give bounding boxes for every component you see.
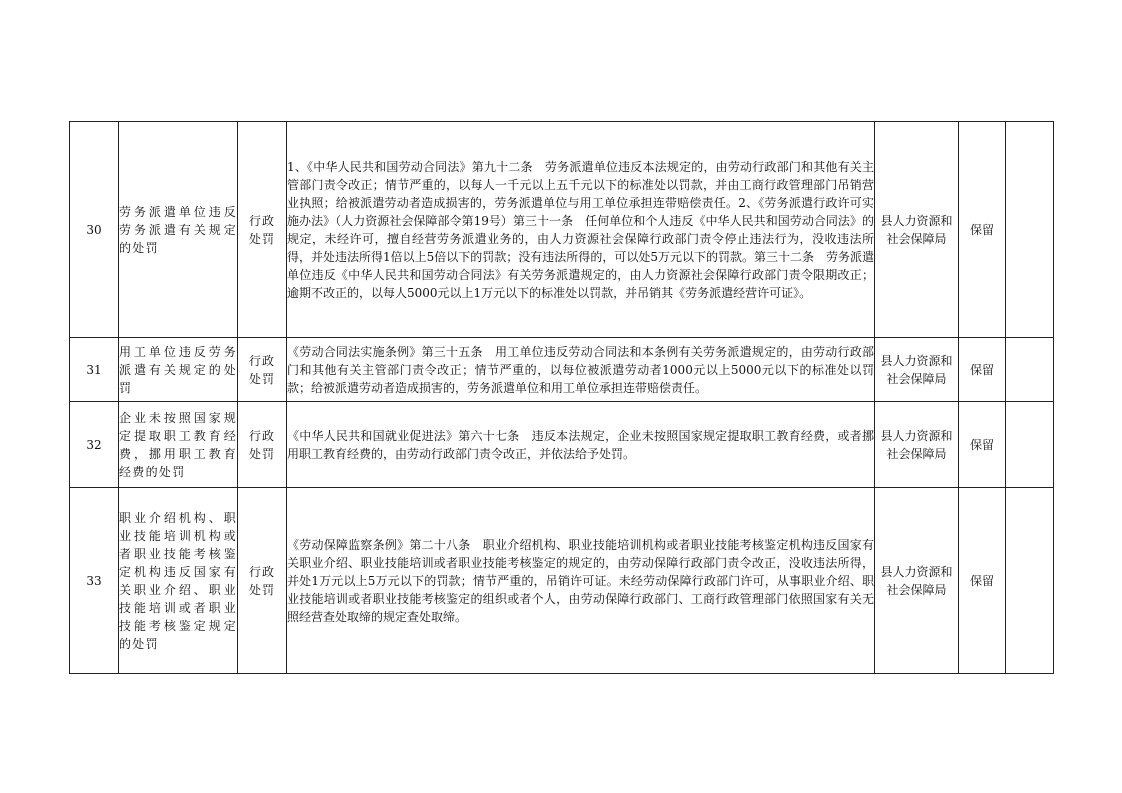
responsible-department: 县人力资源和社会保障局 xyxy=(875,402,959,488)
item-status: 保留 xyxy=(959,488,1006,674)
remarks-cell xyxy=(1006,122,1054,338)
item-type xyxy=(238,488,287,674)
remarks-cell xyxy=(1006,338,1054,402)
item-number: 33 xyxy=(70,488,119,674)
item-status: 保留 xyxy=(959,122,1006,338)
item-type-line: 处罚 xyxy=(248,231,275,246)
item-number: 32 xyxy=(70,402,119,488)
item-type-line: 行政 xyxy=(248,564,275,579)
table-row xyxy=(70,338,1054,402)
legal-basis: 《中华人民共和国就业促进法》第六十七条 违反本法规定，企业未按照国家规定提取职工教育经费，或者挪用职工教育经费的，由劳动行政部门责令改正，并依法给予处罚。 xyxy=(287,402,875,488)
table-row xyxy=(70,488,1054,674)
item-type-line: 处罚 xyxy=(248,371,275,386)
item-name: 劳务派遣单位违反劳务派遣有关规定的处罚 xyxy=(119,122,238,338)
table-row xyxy=(70,402,1054,488)
item-name: 职业介绍机构、职业技能培训机构或者职业技能考核鉴定机构违反国家有关职业介绍、职业技能培训或者职业技能考核鉴定规定的处罚 xyxy=(119,488,238,674)
item-type xyxy=(238,338,287,402)
responsible-department: 县人力资源和社会保障局 xyxy=(875,122,959,338)
remarks-cell xyxy=(1006,488,1054,674)
item-type-line: 行政 xyxy=(248,428,275,443)
item-type-line: 行政 xyxy=(248,213,275,228)
item-type xyxy=(238,122,287,338)
item-name: 企业未按照国家规定提取职工教育经费，挪用职工教育经费的处罚 xyxy=(119,402,238,488)
legal-basis: 1、《中华人民共和国劳动合同法》第九十二条 劳务派遣单位违反本法规定的，由劳动行政部门和其他有关主管部门责令改正；情节严重的，以每人一千元以上五千元以下的标准处以罚款，并由工商行政管理部门吊销营业执照；给被派遣劳动者造成损害的，劳务派遣单位与用工单位承担连带赔偿责任。2、《劳务派遣行政许可实施办法》（人力资源社会保障部令第19号）第三十一条 任何单位和个人违反《中华人民共和国劳动合同法》的规定，未经许可，擅自经营劳务派遣业务的，由人力资源社会保障行政部门责令停止违法行为，没收违法所得，并处违法所得1倍以上5倍以下的罚款；没有违法所得的，可以处5万元以下的罚款。第三十二条 劳务派遣单位违反《中华人民共和国劳动合同法》有关劳务派遣规定的，由人力资源社会保障行政部门责令限期改正；逾期不改正的，以每人5000元以上1万元以下的标准处以罚款，并吊销其《劳务派遣经营许可证》。 xyxy=(287,122,875,338)
item-type-line: 处罚 xyxy=(248,446,275,461)
item-type xyxy=(238,402,287,488)
legal-basis: 《劳动保障监察条例》第二十八条 职业介绍机构、职业技能培训机构或者职业技能考核鉴定机构违反国家有关职业介绍、职业技能培训或者职业技能考核鉴定的规定的，由劳动保障行政部门责令改正，没收违法所得，并处1万元以上5万元以下的罚款；情节严重的，吊销许可证。未经劳动保障行政部门许可，从事职业介绍、职业技能培训或者职业技能考核鉴定的组织或者个人，由劳动保障行政部门、工商行政管理部门依照国家有关无照经营查处取缔的规定查处取缔。 xyxy=(287,488,875,674)
item-status: 保留 xyxy=(959,338,1006,402)
legal-basis: 《劳动合同法实施条例》第三十五条 用工单位违反劳动合同法和本条例有关劳务派遣规定的，由劳动行政部门和其他有关主管部门责令改正；情节严重的，以每位被派遣劳动者1000元以上5000元以下的标准处以罚款；给被派遣劳动者造成损害的，劳务派遣单位和用工单位承担连带赔偿责任。 xyxy=(287,338,875,402)
item-number: 31 xyxy=(70,338,119,402)
item-type-line: 处罚 xyxy=(248,582,275,597)
remarks-cell xyxy=(1006,402,1054,488)
item-status: 保留 xyxy=(959,402,1006,488)
table-row xyxy=(70,122,1054,338)
item-name: 用工单位违反劳务派遣有关规定的处罚 xyxy=(119,338,238,402)
item-type-line: 行政 xyxy=(248,353,275,368)
responsible-department: 县人力资源和社会保障局 xyxy=(875,338,959,402)
penalty-items-table xyxy=(69,121,1054,674)
responsible-department: 县人力资源和社会保障局 xyxy=(875,488,959,674)
item-number: 30 xyxy=(70,122,119,338)
